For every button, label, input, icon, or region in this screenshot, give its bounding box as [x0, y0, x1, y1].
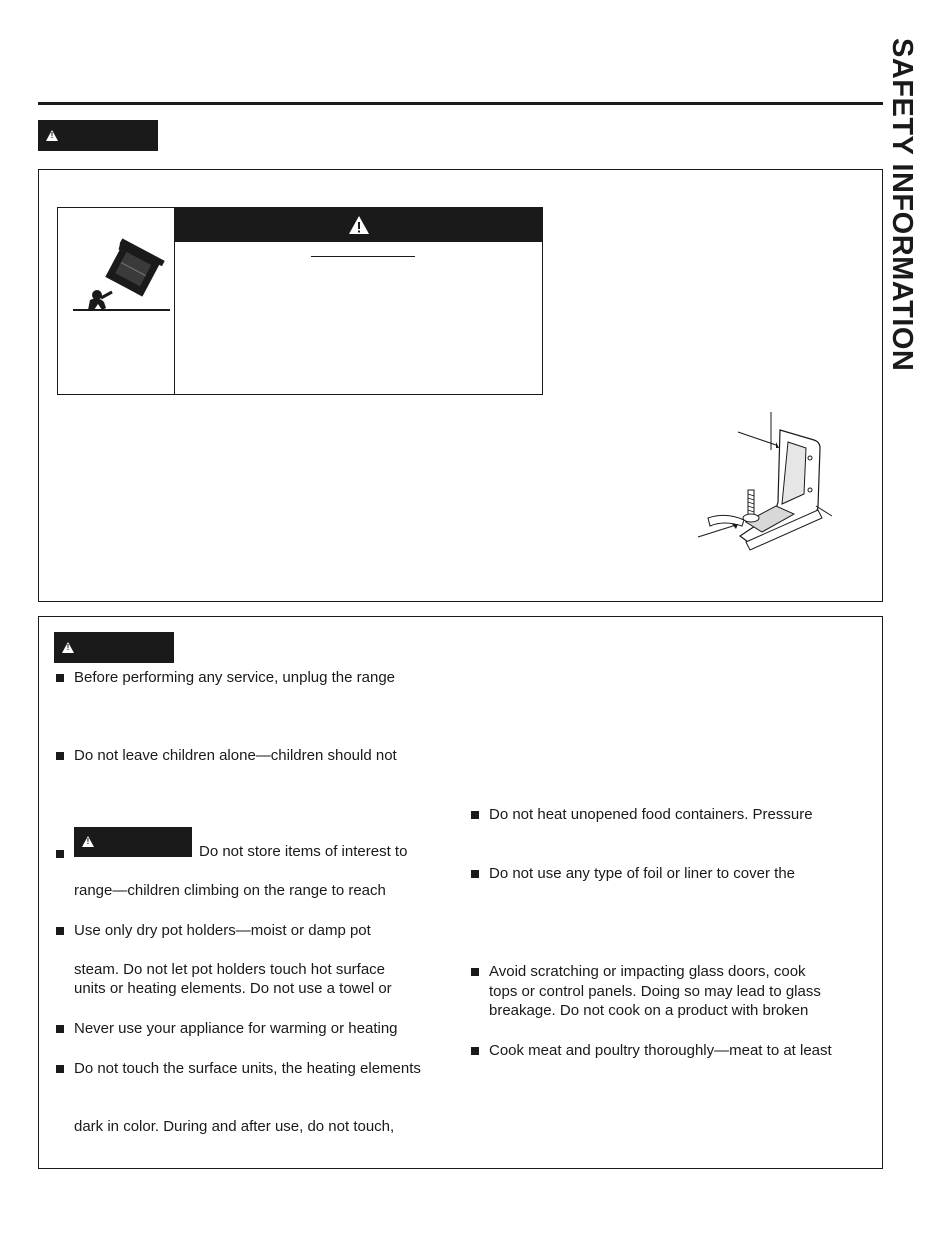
- list-item-continuation: range—children climbing on the range to reach: [74, 882, 386, 899]
- list-item: Do not use any type of foil or liner to cover the: [489, 865, 795, 882]
- list-item: Before performing any service, unplug the range: [74, 669, 396, 686]
- header-rule: [38, 102, 883, 105]
- anti-tip-warning-header: [175, 208, 542, 242]
- list-item: Do not store items of interest to: [199, 843, 408, 860]
- bullet-icon: [56, 1025, 64, 1033]
- bullet-icon: [471, 1047, 479, 1055]
- warning-triangle-icon: !: [46, 130, 58, 141]
- bullet-icon: [471, 811, 479, 819]
- bullet-icon: [56, 674, 64, 682]
- anti-tip-bracket-icon: [696, 410, 836, 555]
- bullet-icon: [56, 927, 64, 935]
- list-item: Avoid scratching or impacting glass doors, cook: [489, 963, 806, 980]
- warning-badge-inline: [74, 827, 192, 857]
- bullet-icon: [56, 850, 64, 858]
- list-item-continuation: steam. Do not let pot holders touch hot surface: [74, 961, 386, 978]
- bullet-icon: [56, 1065, 64, 1073]
- warning-triangle-icon: !: [82, 836, 94, 847]
- list-item: Do not leave children alone—children should not: [74, 747, 397, 764]
- side-title-text: SAFETY INFORMATION: [886, 38, 918, 372]
- list-item: Use only dry pot holders—moist or damp pot: [74, 922, 371, 939]
- warning-triangle-icon: !: [62, 642, 74, 653]
- list-item-continuation: units or heating elements. Do not use a towel or: [74, 980, 392, 997]
- warning-badge-section: [54, 632, 174, 663]
- list-item-continuation: tops or control panels. Doing so may lead to glass: [489, 983, 821, 1000]
- child-tipping-range-icon: [70, 238, 172, 316]
- warning-badge-top: [38, 120, 158, 151]
- warning-heading-underline: [311, 256, 415, 257]
- warning-triangle-icon: [348, 215, 370, 235]
- side-title: [885, 38, 945, 418]
- list-item: Do not heat unopened food containers. Pressure: [489, 806, 813, 823]
- list-item: Never use your appliance for warming or heating: [74, 1020, 398, 1037]
- list-item-continuation: breakage. Do not cook on a product with broken: [489, 1002, 809, 1019]
- list-item-continuation: dark in color. During and after use, do not touch,: [74, 1118, 395, 1135]
- bullet-icon: [471, 870, 479, 878]
- list-item: Cook meat and poultry thoroughly—meat to at least: [489, 1042, 832, 1059]
- list-item: Do not touch the surface units, the heating elements: [74, 1060, 421, 1077]
- bullet-icon: [471, 968, 479, 976]
- bullet-icon: [56, 752, 64, 760]
